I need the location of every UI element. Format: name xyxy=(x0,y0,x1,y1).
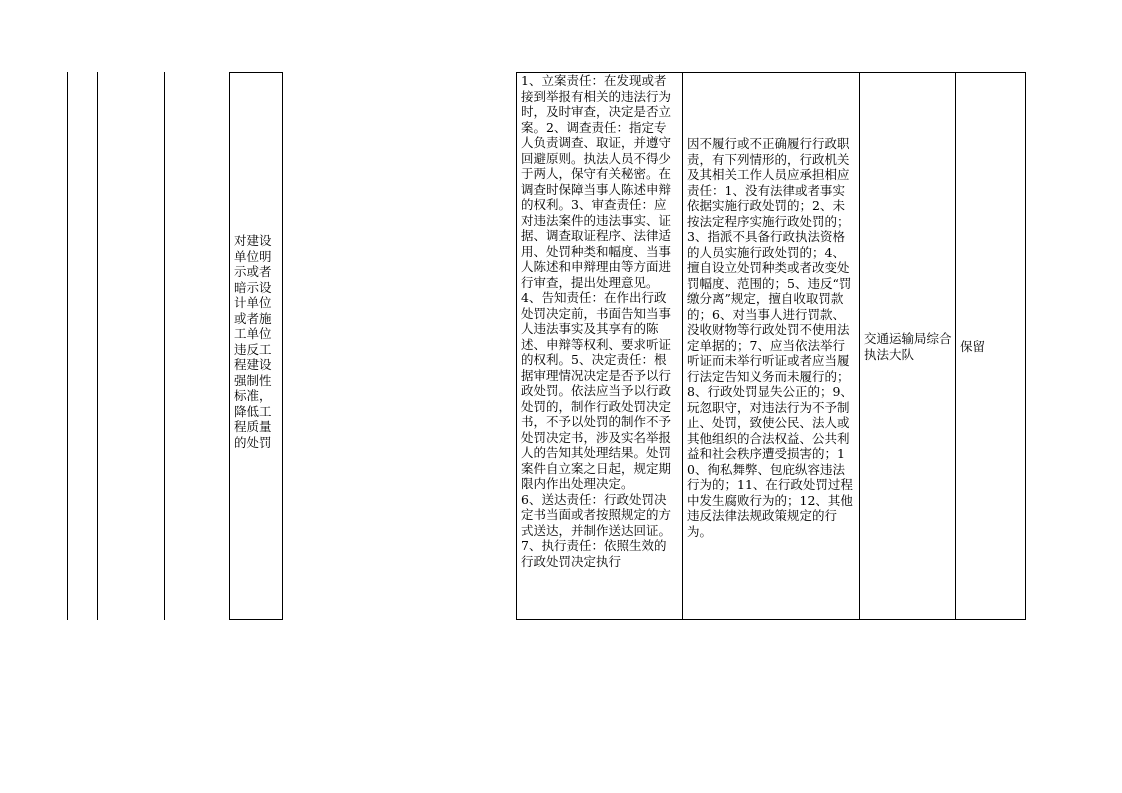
column-divider xyxy=(67,72,68,620)
item-name-cell xyxy=(229,72,283,620)
responsibility-paragraph: 6、送达责任：行政处罚决定书当面或者按照规定的方式送达，并制作送达回证。7、执行责任：依照生效的行政处罚决定执行 xyxy=(521,491,672,569)
accountability-text: 因不履行或不正确履行行政职责，有下列情形的，行政机关及其相关工作人员应承担相应责任：1、没有法律或者事实依据实施行政处罚的；2、未按法定程序实施行政处罚的；3、指派不具备行政执法资格的人员实施行政处罚的；4、擅自设立处罚种类或者改变处罚幅度、范围的；5、违反“罚缴分离”规定，擅自收取罚款的；6、对当事人进行罚款、没收财物等行政处罚不使用法定单据的；7、应当依法举行听证而未举行听证或者应当履行法定告知义务而未履行的；8、行政处罚显失公正的；9、玩忽职守，对违法行为不予制止、处罚，致使公民、法人或其他组织的合法权益、公共利益和社会秩序遭受损害的；10、徇私舞弊、包庇纵容违法行为的；11、在行政处罚过程中发生腐败行为的；12、其他违反法律法规政策规定的行为。 xyxy=(687,136,853,539)
responsibility-text xyxy=(517,73,682,569)
column-divider xyxy=(97,72,98,620)
responsibility-paragraph: 1、立案责任：在发现或者接到举报有相关的违法行为时，及时审查，决定是否立案。2、调查责任：指定专人负责调查、取证，并遵守回避原则。执法人员不得少于两人，保守有关秘密。在调查时保障当事人陈述申辩的权利。3、审查责任：应对违法案件的违法事实、证据、调查取证程序、法律适用、处罚种类和幅度、当事人陈述和申辩理由等方面进行审查，提出处理意见。4、告知责任：在作出行政处罚决定前，书面告知当事人违法事实及其享有的陈述、申辩等权利、要求听证的权利。5、决定责任：根据审理情况决定是否予以行政处罚。依法应当予以行政处罚的，制作行政处罚决定书，不予以处罚的制作不予处罚决定书，涉及实名举报人的告知其处理结果。处罚案件自立案之日起，规定期限内作出处理决定。 xyxy=(521,73,672,491)
status-text: 保留 xyxy=(960,339,986,354)
accountability-cell xyxy=(682,72,860,620)
department-cell xyxy=(859,72,956,620)
item-name-text: 对建设单位明示或者暗示设计单位或者施工单位违反工程建设强制性标准，降低工程质量的处罚 xyxy=(234,233,272,450)
column-divider xyxy=(164,72,165,620)
responsibility-cell xyxy=(516,72,683,620)
status-cell xyxy=(955,72,1026,620)
department-text: 交通运输局综合执法大队 xyxy=(864,331,952,362)
